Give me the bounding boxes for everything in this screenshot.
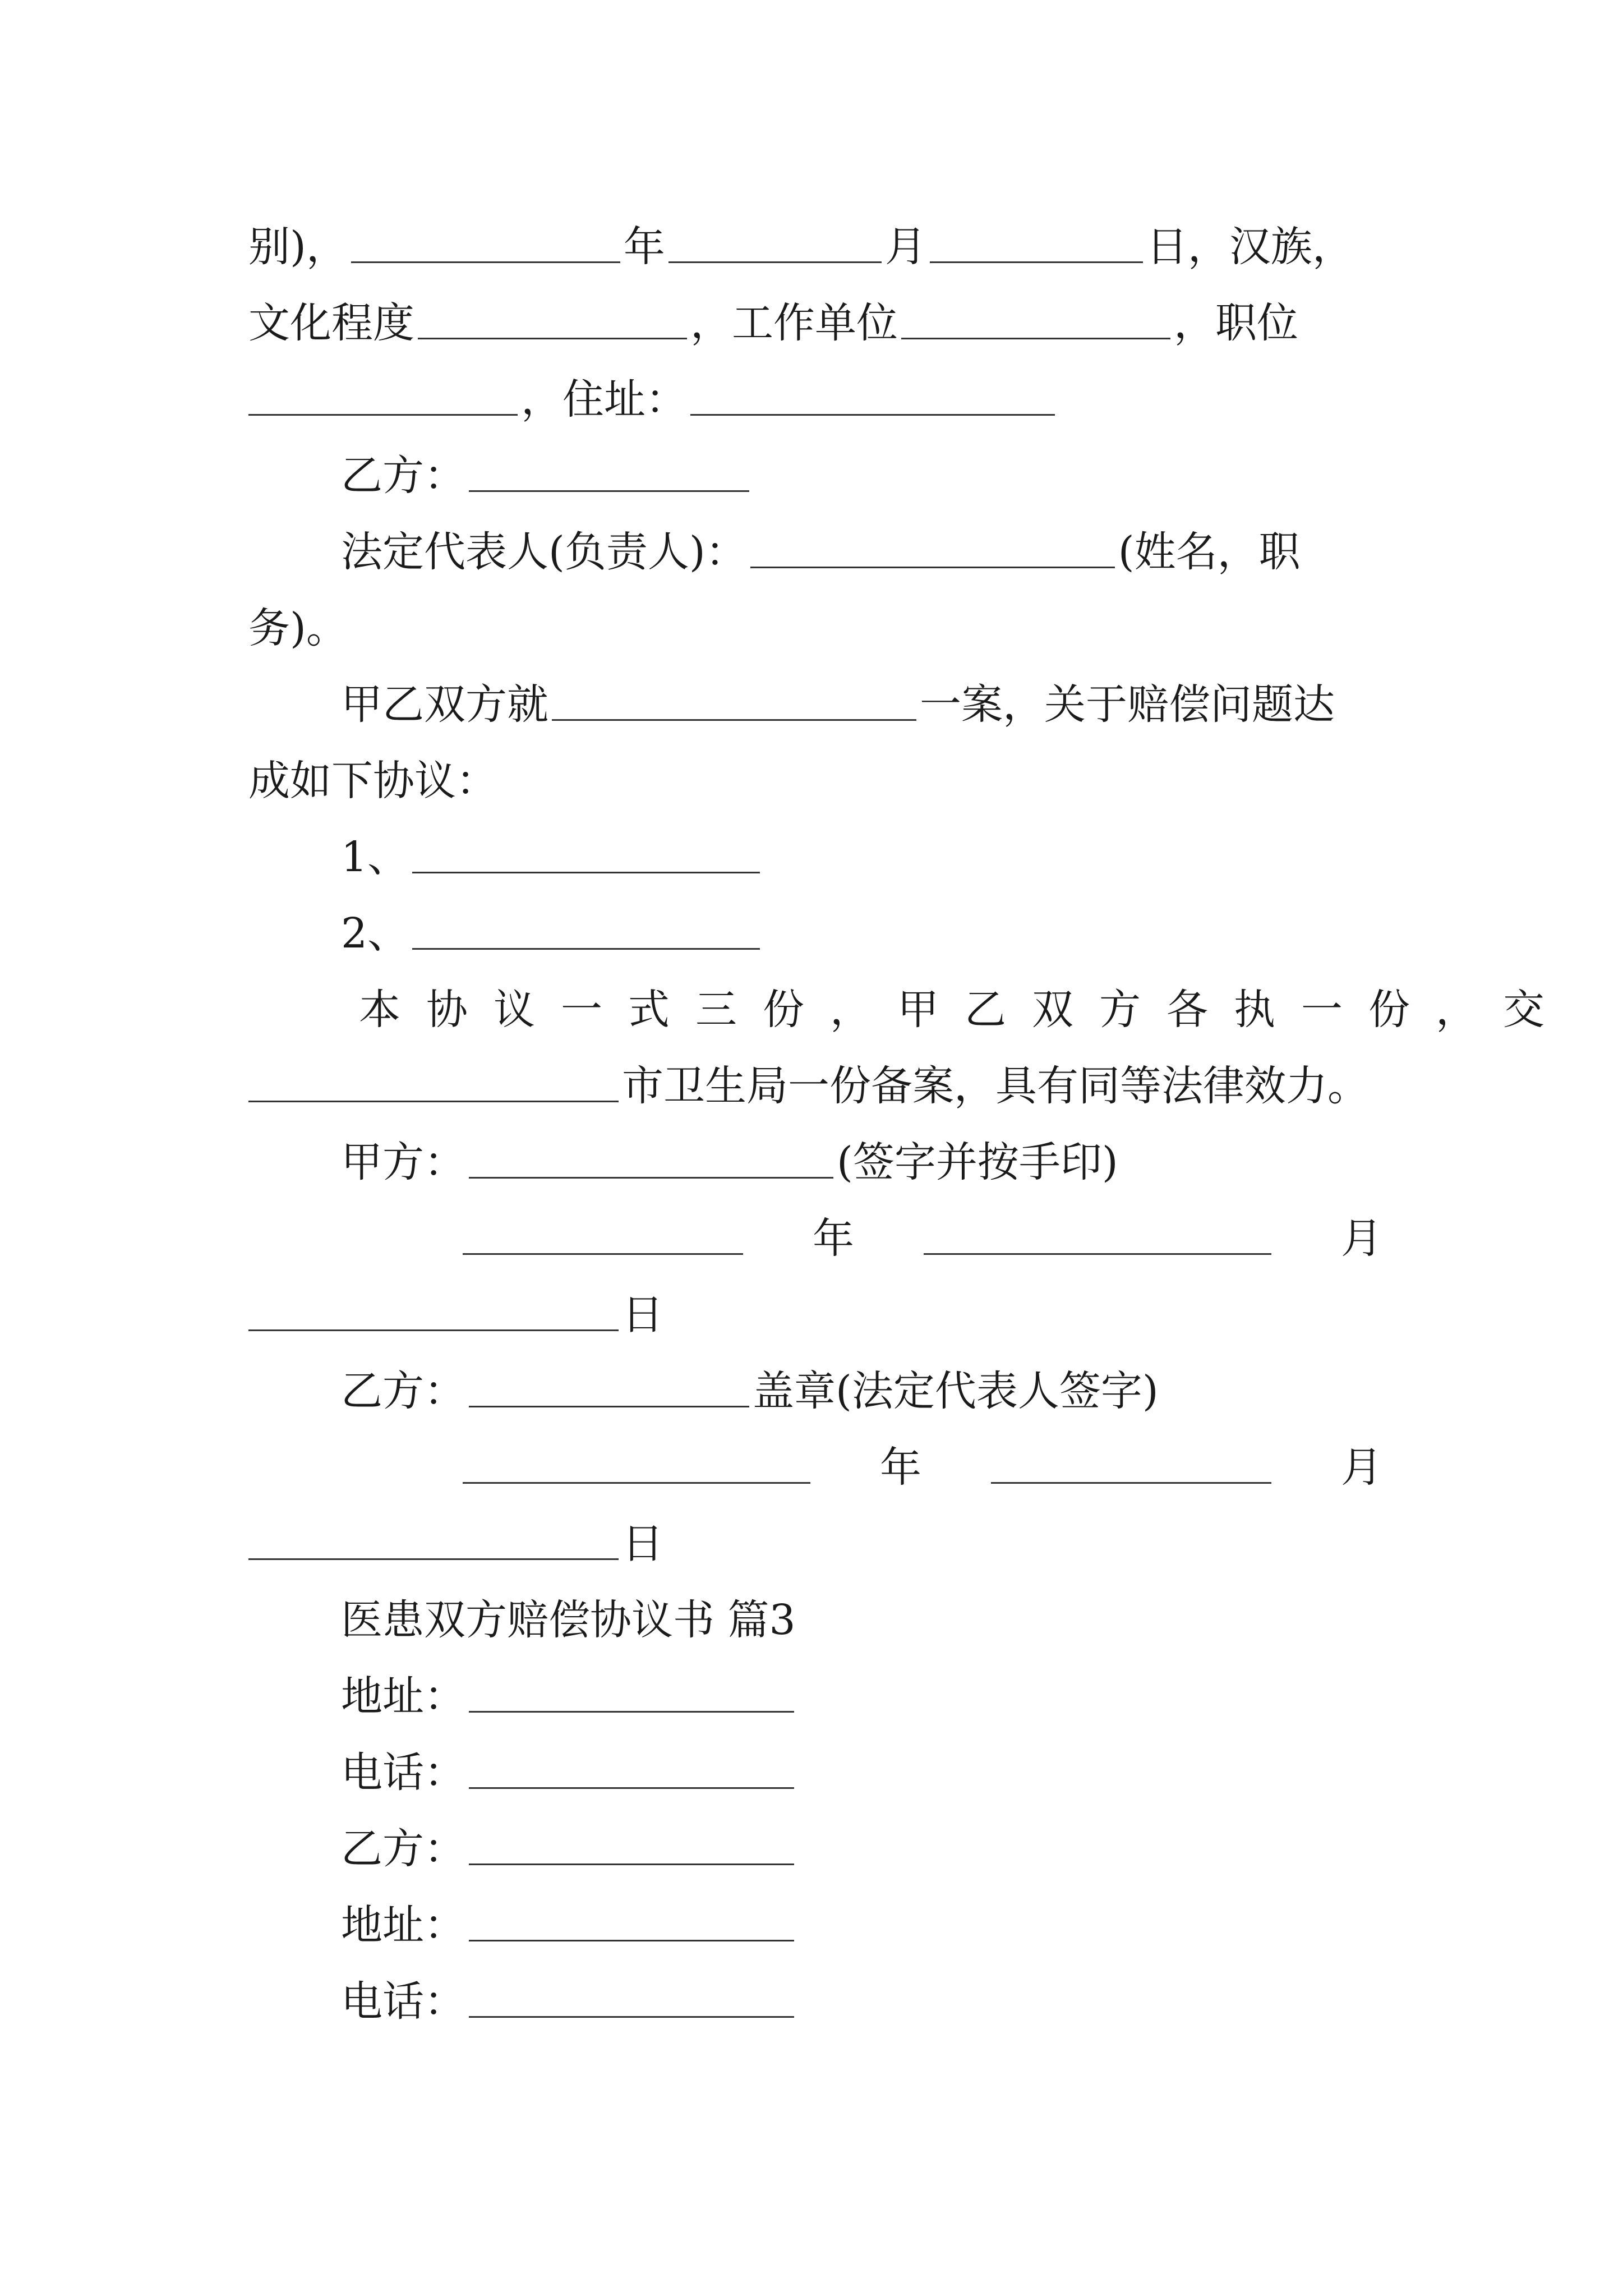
fill-blank (248, 1052, 619, 1102)
text-line (341, 1358, 1485, 1425)
text-fragment: 日 (622, 1520, 663, 1568)
text-fragment: 月 (884, 223, 926, 271)
text-line (341, 823, 1485, 891)
text-fragment: 甲方： (341, 1138, 465, 1186)
fill-blank (463, 1434, 810, 1484)
text-fragment: 1、 (341, 833, 409, 881)
text-fragment: ，工作单位 (690, 299, 898, 347)
text-fragment: 成如下协议： (248, 757, 497, 805)
text-fragment: ，职位 (1174, 299, 1298, 347)
text-fragment: 乙方： (341, 1367, 465, 1415)
text-line (341, 1968, 1485, 2035)
text-line (248, 1052, 1393, 1120)
fill-blank (469, 1663, 794, 1713)
fill-blank (412, 823, 760, 873)
text-fragment: 本协议一式三份，甲乙双方各执一份，交 (359, 986, 1570, 1034)
fill-blank (248, 1281, 619, 1331)
fill-blank (690, 366, 1055, 416)
text-fragment: ，住址： (521, 375, 687, 424)
text-fragment: 电话： (341, 1749, 465, 1797)
fill-blank (463, 1205, 743, 1255)
text-line (341, 1129, 1485, 1196)
fill-blank (412, 900, 760, 950)
fill-blank (469, 1129, 833, 1179)
text-line (341, 671, 1485, 738)
text-fragment: 乙方： (341, 452, 465, 500)
text-fragment: 甲乙双方就 (341, 680, 548, 729)
text-line (341, 442, 1485, 509)
fill-blank (248, 1510, 619, 1560)
text-line (463, 1434, 1382, 1501)
text-fragment: 乙方： (341, 1825, 465, 1873)
text-fragment: 日 (622, 1291, 663, 1339)
fill-blank (469, 1739, 794, 1789)
fill-blank (901, 289, 1170, 339)
text-line (248, 595, 1393, 662)
fill-blank (991, 1434, 1271, 1484)
text-line (341, 1892, 1485, 1959)
text-fragment: 日，汉族， (1146, 223, 1354, 271)
text-fragment: 盖章(法定代表人签字) (753, 1367, 1159, 1415)
fill-blank (924, 1205, 1271, 1255)
text-fragment: 年 (813, 1214, 854, 1263)
text-line (341, 518, 1393, 586)
text-fragment: 地址： (341, 1901, 465, 1949)
text-line (248, 747, 1393, 815)
text-fragment: 2、 (341, 909, 409, 958)
fill-blank (750, 518, 1115, 568)
fill-blank (668, 213, 882, 263)
text-line (248, 213, 1393, 280)
text-fragment: 电话： (341, 1977, 465, 2026)
text-fragment: 别)， (248, 223, 348, 271)
text-line (341, 1663, 1485, 1730)
section-heading (341, 1586, 1485, 1654)
fill-blank (469, 1892, 794, 1941)
text-fragment: 一案，关于赔偿问题达 (920, 680, 1335, 729)
fill-blank (469, 442, 749, 492)
text-line (341, 1739, 1485, 1806)
fill-blank (469, 1968, 794, 2018)
text-fragment: (姓名，职 (1118, 528, 1301, 576)
fill-blank (930, 213, 1143, 263)
text-line (463, 1205, 1382, 1272)
text-line (359, 976, 1570, 1043)
text-fragment: 月 (1341, 1214, 1382, 1263)
fill-blank (248, 366, 518, 416)
text-line (341, 900, 1485, 967)
fill-blank (351, 213, 620, 263)
text-line (248, 1281, 1393, 1349)
text-fragment: 市卫生局一份备案，具有同等法律效力。 (622, 1062, 1369, 1110)
text-fragment: 年 (623, 223, 665, 271)
text-fragment: 地址： (341, 1672, 465, 1720)
text-line (248, 366, 1393, 433)
fill-blank (469, 1358, 749, 1407)
text-line (341, 1815, 1485, 1883)
text-fragment: 务)。 (248, 604, 348, 652)
fill-blank (469, 1815, 794, 1865)
text-fragment: (签字并按手印) (837, 1138, 1118, 1186)
text-fragment: 医患双方赔偿协议书 篇3 (341, 1596, 796, 1644)
text-line (248, 1510, 1393, 1577)
text-fragment: 月 (1341, 1443, 1382, 1492)
fill-blank (418, 289, 687, 339)
text-fragment: 年 (880, 1443, 921, 1492)
fill-blank (552, 671, 916, 721)
text-fragment: 法定代表人(负责人)： (341, 528, 747, 576)
text-line (248, 289, 1393, 357)
text-fragment: 文化程度 (248, 299, 414, 347)
